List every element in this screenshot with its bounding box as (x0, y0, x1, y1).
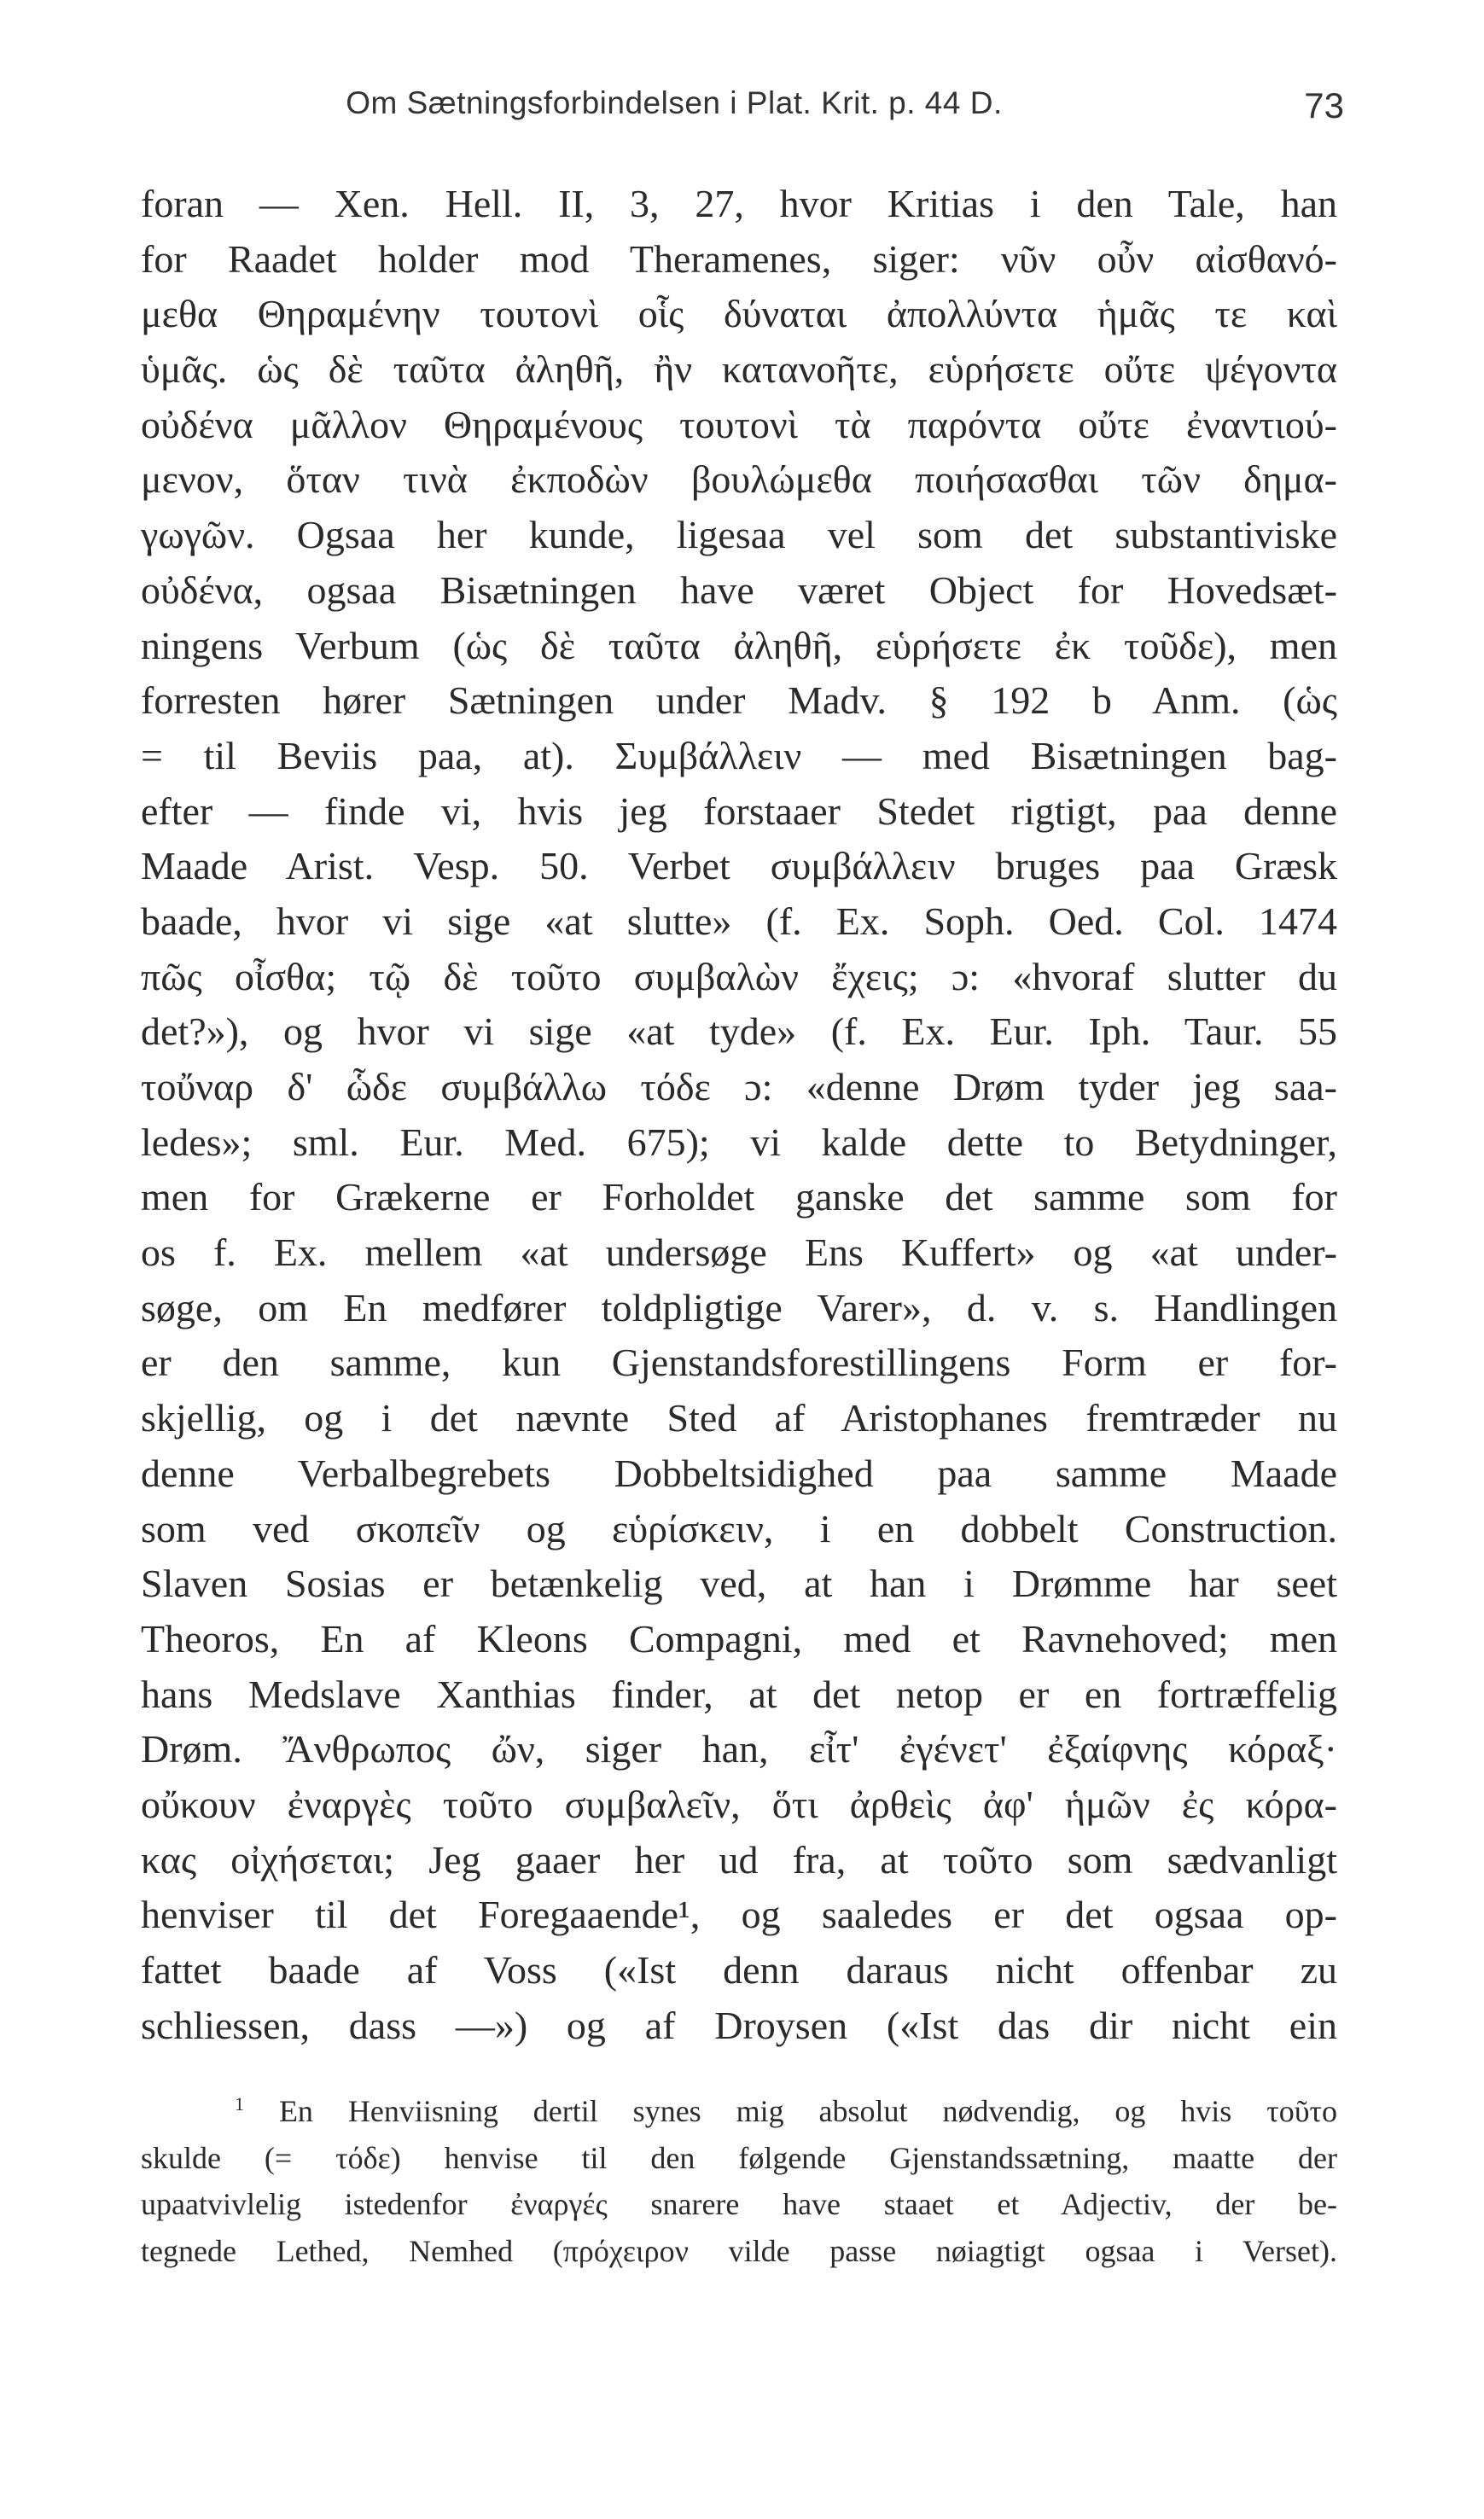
text-line: ὑμᾶς. ὡς δὲ ταῦτα ἀληθῆ, ἢν κατανοῆτε, εὑρήσετε οὔτε ψέγοντα (141, 347, 1337, 392)
text-line: det?»), og hvor vi sige «at tyde» (f. Ex. Eur. Iph. Taur. 55 (141, 1009, 1337, 1054)
text-line: μεθα Θηραμένην τουτονὶ οἷς δύναται ἀπολλύντα ἡμᾶς τε καὶ (141, 292, 1337, 336)
running-title: Om Sætningsforbindelsen i Plat. Krit. p. 44 D. (346, 85, 1003, 120)
text-line: γωγῶν. Ogsaa her kunde, ligesaa vel som det substantiviske (141, 513, 1337, 557)
body-text (141, 177, 1337, 2053)
text-line: = til Beviis paa, at). Συμβάλλειν — med Bisætningen bag- (141, 733, 1337, 777)
page-header (141, 85, 1344, 137)
text-line: hans Medslave Xanthias finder, at det netop er en fortræffelig (141, 1672, 1337, 1716)
text-line: οὔκουν ἐναργὲς τοῦτο συμβαλεῖν, ὅτι ἀρθεὶς ἀφ' ἡμῶν ἐς κόρα- (141, 1782, 1337, 1826)
text-line: forresten hører Sætningen under Madv. § 192 b Anm. (ὡς (141, 678, 1337, 723)
text-line: denne Verbalbegrebets Dobbeltsidighed paa samme Maade (141, 1451, 1337, 1495)
text-line: for Raadet holder mod Theramenes, siger: νῦν οὖν αἰσθανό- (141, 236, 1337, 281)
footnote-text: En Henviisning dertil synes mig absolut nødvendig, og hvis τοῦτο (278, 2094, 1338, 2128)
footnote-line: tegnede Lethed, Nemhed (πρόχειρον vilde passe nøiagtigt ogsaa i Verset). (141, 2233, 1337, 2268)
text-line: henviser til det Foregaaende¹, og saaledes er det ogsaa op- (141, 1893, 1337, 1937)
text-line: baade, hvor vi sige «at slutte» (f. Ex. Soph. Oed. Col. 1474 (141, 899, 1337, 943)
footnote-marker: 1 (235, 2093, 244, 2115)
text-line: ningens Verbum (ὡς δὲ ταῦτα ἀληθῆ, εὑρήσετε ἐκ τοῦδε), men (141, 623, 1337, 667)
text-line: er den samme, kun Gjenstandsforestillingens Form er for- (141, 1341, 1337, 1385)
text-line: men for Grækerne er Forholdet ganske det samme som for (141, 1175, 1337, 1219)
text-line: fattet baade af Voss («Ist denn daraus nicht offenbar zu (141, 1948, 1337, 1992)
text-line: efter — finde vi, hvis jeg forstaaer Stedet rigtigt, paa denne (141, 788, 1337, 833)
footnote-line: upaatvivlelig istedenfor ἐναργές snarere have staaet et Adjectiv, der be- (141, 2187, 1337, 2221)
text-line: κας οἰχήσεται; Jeg gaaer her ud fra, at τοῦτο som sædvanligt (141, 1837, 1337, 1882)
text-line: πῶς οἶσθα; τῷ δὲ τοῦτο συμβαλὼν ἔχεις; ɔ: «hvoraf slutter du (141, 954, 1337, 998)
footnote-line: skulde (= τόδε) henvise til den følgende Gjenstandssætning, maatte der (141, 2140, 1337, 2175)
text-line: Maade Arist. Vesp. 50. Verbet συμβάλλειν bruges paa Græsk (141, 844, 1337, 888)
text-line: Theoros, En af Kleons Compagni, med et Ravnehoved; men (141, 1616, 1337, 1661)
text-line: foran — Xen. Hell. II, 3, 27, hvor Kritias i den Tale, han (141, 182, 1337, 225)
text-line: οὐδένα, ogsaa Bisætningen have været Object for Hovedsæt- (141, 567, 1337, 612)
footnote (141, 2088, 1337, 2274)
text-line: μενον, ὅταν τινὰ ἐκποδὼν βουλώμεθα ποιήσασθαι τῶν δημα- (141, 457, 1337, 502)
text-line: søge, om En medfører toldpligtige Varer», d. v. s. Handlingen (141, 1285, 1337, 1329)
text-line: ledes»; sml. Eur. Med. 675); vi kalde dette to Betydninger, (141, 1120, 1337, 1164)
text-line: τοὔναρ δ' ὧδε συμβάλλω τόδε ɔ: «denne Drøm tyder jeg saa- (141, 1065, 1337, 1108)
text-line: Slaven Sosias er betænkelig ved, at han i Drømme har seet (141, 1562, 1337, 1606)
text-line: οὐδένα μᾶλλον Θηραμένους τουτονὶ τὰ παρόντα οὔτε ἐναντιού- (141, 402, 1337, 446)
footnote-line (141, 2088, 1337, 2135)
text-line: os f. Ex. mellem «at undersøge Ens Kuffert» og «at under- (141, 1230, 1337, 1275)
text-line: Drøm. Ἄνθρωπος ὤν, siger han, εἶτ' ἐγένετ' ἐξαίφνης κόραξ· (141, 1727, 1337, 1771)
text-line: som ved σκοπεῖν og εὑρίσκειν, i en dobbelt Construction. (141, 1506, 1337, 1550)
text-line: skjellig, og i det nævnte Sted af Aristophanes fremtræder nu (141, 1396, 1337, 1440)
text-line: schliessen, dass —») og af Droysen («Ist das dir nicht ein (141, 2003, 1337, 2047)
page-number: 73 (1304, 85, 1344, 125)
